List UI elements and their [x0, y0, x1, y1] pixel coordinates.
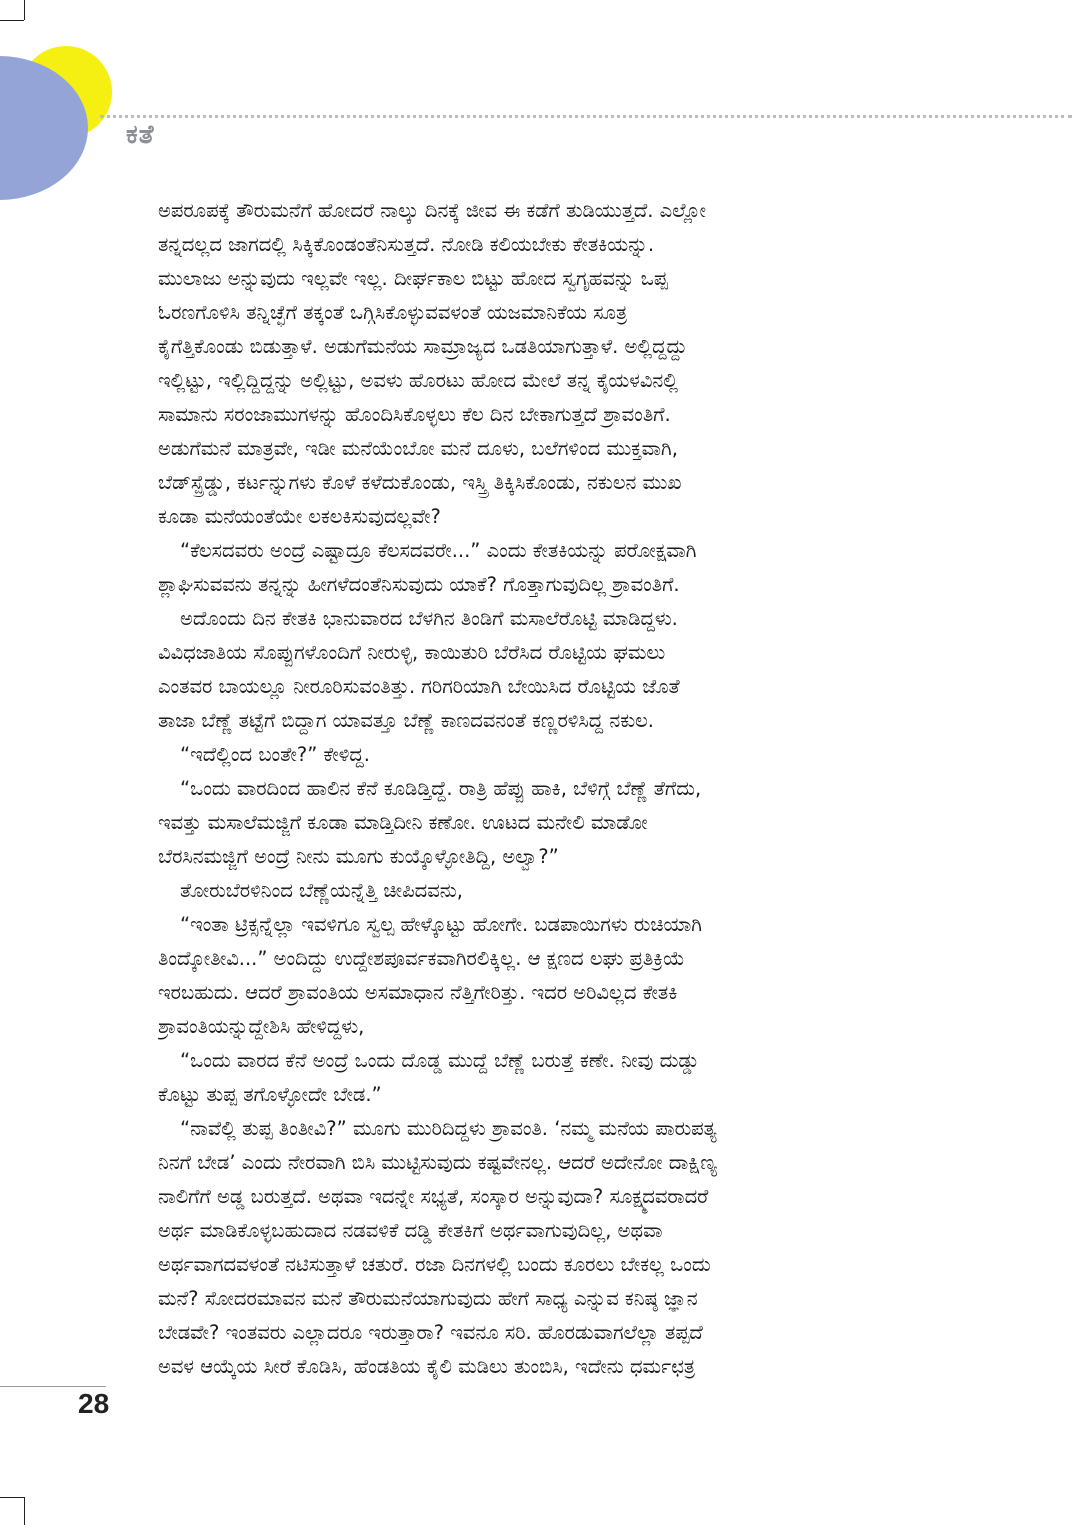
text-line: ಶ್ರಾವಂತಿಯನ್ನುದ್ದೇಶಿಸಿ ಹೇಳಿದ್ದಳು,: [158, 1015, 365, 1038]
text-line: ಕೂಡಾ ಮನೆಯಂತೆಯೇ ಲಕಲಕಿಸುವುದಲ್ಲವೇ?: [158, 505, 441, 528]
text-line: ಬೇಡವೇ? ಇಂತವರು ಎಲ್ಲಾದರೂ ಇರುತ್ತಾರಾ? ಇವನೂ ಸರಿ. ಹೊರಡುವಾಗಲೆಲ್ಲಾ ತಪ್ಪದೆ: [158, 1321, 703, 1344]
text-line: ಎಂತವರ ಬಾಯಲ್ಲೂ ನೀರೂರಿಸುವಂತಿತ್ತು. ಗರಿಗರಿಯಾಗಿ ಬೇಯಿಸಿದ ರೊಟ್ಟಿಯ ಜೊತೆ: [158, 675, 680, 698]
text-line: ಕೊಟ್ಟು ತುಪ್ಪ ತಗೊಳ್ಳೋದೇ ಬೇಡ.”: [158, 1083, 382, 1106]
text-line: ಕೈಗೆತ್ತಿಕೊಂಡು ಬಿಡುತ್ತಾಳೆ. ಅಡುಗೆಮನೆಯ ಸಾಮ್ರಾಜ್ಯದ ಒಡತಿಯಾಗುತ್ತಾಳೆ. ಅಲ್ಲಿದ್ದದ್ದು: [158, 335, 688, 358]
text-line: ಇವತ್ತು ಮಸಾಲೆಮಜ್ಜಿಗೆ ಕೂಡಾ ಮಾಡ್ತಿದೀನಿ ಕಣೋ. ಊಟದ ಮನೇಲಿ ಮಾಡೋ: [158, 811, 648, 834]
text-line: ಶ್ಲಾಘಿಸುವವನು ತನ್ನನ್ನು ಹೀಗಳೆದಂತೆನಿಸುವುದು ಯಾಕೆ? ಗೊತ್ತಾಗುವುದಿಲ್ಲ ಶ್ರಾವಂತಿಗೆ.: [158, 573, 680, 596]
page-number: 28: [78, 1388, 110, 1419]
text-line: ತೋರುಬೆರಳಿನಿಂದ ಬೆಣ್ಣೆಯನ್ನೆತ್ತಿ ಚೀಪಿದವನು,: [180, 879, 463, 902]
text-line: ಮನೆ? ಸೋದರಮಾವನ ಮನೆ ತೌರುಮನೆಯಾಗುವುದು ಹೇಗೆ ಸಾಧ್ಯ ಎನ್ನುವ ಕನಿಷ್ಠ ಜ್ಞಾನ: [158, 1287, 698, 1310]
section-label: ಕತೆ: [126, 120, 155, 150]
text-line: ತಾಜಾ ಬೆಣ್ಣೆ ತಟ್ಟೆಗೆ ಬಿದ್ದಾಗ ಯಾವತ್ತೂ ಬೆಣ್ಣೆ ಕಾಣದವನಂತೆ ಕಣ್ಣರಳಿಸಿದ್ದ ನಕುಲ.: [158, 709, 654, 732]
crop-mark-bottom-left-horizontal: [0, 1497, 24, 1498]
text-line: ಅರ್ಥ ಮಾಡಿಕೊಳ್ಳಬಹುದಾದ ನಡವಳಿಕೆ ದಡ್ಡಿ ಕೇತಕಿಗೆ ಅರ್ಥವಾಗುವುದಿಲ್ಲ, ಅಥವಾ: [158, 1219, 663, 1242]
text-line: ಬೆಡ್‌ಸ್ಪ್ರೆಡ್ಡು, ಕರ್ಟನ್ನುಗಳು ಕೊಳೆ ಕಳೆದುಕೊಂಡು, ಇಸ್ತ್ರಿ ತಿಕ್ಕಿಸಿಕೊಂಡು, ನಕುಲನ ಮುಖ: [158, 471, 682, 494]
header-dotted-rule: [100, 115, 1072, 118]
text-line: ನಿನಗೆ ಬೇಡ’ ಎಂದು ನೇರವಾಗಿ ಬಿಸಿ ಮುಟ್ಟಿಸುವುದು ಕಷ್ಟವೇನಲ್ಲ. ಆದರೆ ಅದೇನೋ ದಾಕ್ಷಿಣ್ಯ: [158, 1151, 717, 1174]
text-line: “ಇದೆಲ್ಲಿಂದ ಬಂತೇ?” ಕೇಳಿದ್ದ.: [180, 743, 370, 766]
text-line: ಅಪರೂಪಕ್ಕೆ ತೌರುಮನೆಗೆ ಹೋದರೆ ನಾಲ್ಕು ದಿನಕ್ಕೆ ಜೀವ ಈ ಕಡೆಗೆ ತುಡಿಯುತ್ತದೆ. ಎಲ್ಲೋ: [158, 199, 706, 222]
text-line: ಅದೊಂದು ದಿನ ಕೇತಕಿ ಭಾನುವಾರದ ಬೆಳಗಿನ ತಿಂಡಿಗೆ ಮಸಾಲೆರೊಟ್ಟಿ ಮಾಡಿದ್ದಳು.: [180, 607, 678, 630]
crop-mark-top-left-horizontal: [0, 20, 24, 21]
text-line: ಮುಲಾಜು ಅನ್ನುವುದು ಇಲ್ಲವೇ ಇಲ್ಲ. ದೀರ್ಘಕಾಲ ಬಿಟ್ಟು ಹೋದ ಸ್ವಗೃಹವನ್ನು ಒಪ್ಪ: [158, 267, 668, 290]
text-line: ಅಡುಗೆಮನೆ ಮಾತ್ರವೇ, ಇಡೀ ಮನೆಯೆಂಬೋ ಮನೆ ದೂಳು, ಬಲೆಗಳಿಂದ ಮುಕ್ತವಾಗಿ,: [158, 437, 678, 460]
article-body: [158, 194, 904, 1384]
text-line: ಇರಬಹುದು. ಆದರೆ ಶ್ರಾವಂತಿಯ ಅಸಮಾಧಾನ ನೆತ್ತಿಗೇರಿತ್ತು. ಇದರ ಅರಿವಿಲ್ಲದ ಕೇತಕಿ: [158, 981, 678, 1004]
text-line: ಸಾಮಾನು ಸರಂಜಾಮುಗಳನ್ನು ಹೊಂದಿಸಿಕೊಳ್ಳಲು ಕೆಲ ದಿನ ಬೇಕಾಗುತ್ತದೆ ಶ್ರಾವಂತಿಗೆ.: [158, 403, 671, 426]
text-line: ಬೆರಸಿನಮಜ್ಜಿಗೆ ಅಂದ್ರೆ ನೀನು ಮೂಗು ಕುಯ್ಕೊಳ್ಳೋತಿದ್ದಿ, ಅಲ್ವಾ?”: [158, 845, 559, 868]
text-line: “ನಾವೆಲ್ಲಿ ತುಪ್ಪ ತಿಂತೀವಿ?” ಮೂಗು ಮುರಿದಿದ್ದಳು ಶ್ರಾವಂತಿ. ‘ನಮ್ಮ ಮನೆಯ ಪಾರುಪತ್ಯ: [180, 1117, 717, 1140]
text-line: “ಇಂತಾ ಟ್ರಿಕ್ಸನ್ನೆಲ್ಲಾ ಇವಳಿಗೂ ಸ್ವಲ್ಪ ಹೇಳ್ಕೊಟ್ಟು ಹೋಗೇ. ಬಡಪಾಯಿಗಳು ರುಚಿಯಾಗಿ: [180, 913, 702, 936]
text-line: ತಿಂದ್ಕೋತೀವಿ...” ಅಂದಿದ್ದು ಉದ್ದೇಶಪೂರ್ವಕವಾಗಿರಲಿಕ್ಕಿಲ್ಲ. ಆ ಕ್ಷಣದ ಲಘು ಪ್ರತಿಕ್ರಿಯೆ: [158, 947, 685, 970]
footer-rule: [0, 1386, 106, 1387]
text-line: ಇಲ್ಲಿಟ್ಟು, ಇಲ್ಲಿದ್ದಿದ್ದನ್ನು ಅಲ್ಲಿಟ್ಟು, ಅವಳು ಹೊರಟು ಹೋದ ಮೇಲೆ ತನ್ನ ಕೈಯಳವಿನಲ್ಲಿ: [158, 369, 678, 392]
text-line: “ಒಂದು ವಾರದ ಕೆನೆ ಅಂದ್ರೆ ಒಂದು ದೊಡ್ಡ ಮುದ್ದೆ ಬೆಣ್ಣೆ ಬರುತ್ತೆ ಕಣೇ. ನೀವು ದುಡ್ಡು: [180, 1049, 700, 1072]
text-line: ಓರಣಗೊಳಿಸಿ ತನ್ನಿಚ್ಛೆಗೆ ತಕ್ಕಂತೆ ಒಗ್ಗಿಸಿಕೊಳ್ಳುವವಳಂತೆ ಯಜಮಾನಿಕೆಯ ಸೂತ್ರ: [158, 301, 628, 324]
crop-mark-bottom-left-vertical: [24, 1497, 25, 1525]
crop-mark-top-left-vertical: [24, 0, 25, 20]
text-line: “ಒಂದು ವಾರದಿಂದ ಹಾಲಿನ ಕೆನೆ ಕೂಡಿಡ್ತಿದ್ದೆ. ರಾತ್ರಿ ಹೆಪ್ಪು ಹಾಕಿ, ಬೆಳಿಗ್ಗೆ ಬೆಣ್ಣೆ ತೆಗೆದು,: [180, 777, 702, 800]
text-line: ನಾಲಿಗೆಗೆ ಅಡ್ಡ ಬರುತ್ತದೆ. ಅಥವಾ ಇದನ್ನೇ ಸಭ್ಯತೆ, ಸಂಸ್ಕಾರ ಅನ್ನುವುದಾ? ಸೂಕ್ಷ್ಮದವರಾದರೆ: [158, 1185, 709, 1208]
text-line: ತನ್ನದಲ್ಲದ ಜಾಗದಲ್ಲಿ ಸಿಕ್ಕಿಕೊಂಡಂತೆನಿಸುತ್ತದೆ. ನೋಡಿ ಕಲಿಯಬೇಕು ಕೇತಕಿಯನ್ನು.: [158, 233, 655, 256]
text-line: ಅವಳ ಆಯ್ಕೆಯ ಸೀರೆ ಕೊಡಿಸಿ, ಹೆಂಡತಿಯ ಕೈಲಿ ಮಡಿಲು ತುಂಬಿಸಿ, ಇದೇನು ಧರ್ಮಛತ್ರ: [158, 1355, 696, 1378]
text-line: ಅರ್ಥವಾಗದವಳಂತೆ ನಟಿಸುತ್ತಾಳೆ ಚತುರೆ. ರಜಾ ದಿನಗಳಲ್ಲಿ ಬಂದು ಕೂರಲು ಬೇಕಲ್ಲ ಒಂದು: [158, 1253, 711, 1276]
text-line: “ಕೆಲಸದವರು ಅಂದ್ರೆ ಎಷ್ಟಾದ್ರೂ ಕೆಲಸದವರೇ...” ಎಂದು ಕೇತಕಿಯನ್ನು ಪರೋಕ್ಷವಾಗಿ: [180, 539, 697, 562]
text-line: ವಿವಿಧಜಾತಿಯ ಸೊಪ್ಪುಗಳೊಂದಿಗೆ ನೀರುಳ್ಳಿ, ಕಾಯಿತುರಿ ಬೆರೆಸಿದ ರೊಟ್ಟಿಯ ಘಮಲು: [158, 641, 666, 664]
